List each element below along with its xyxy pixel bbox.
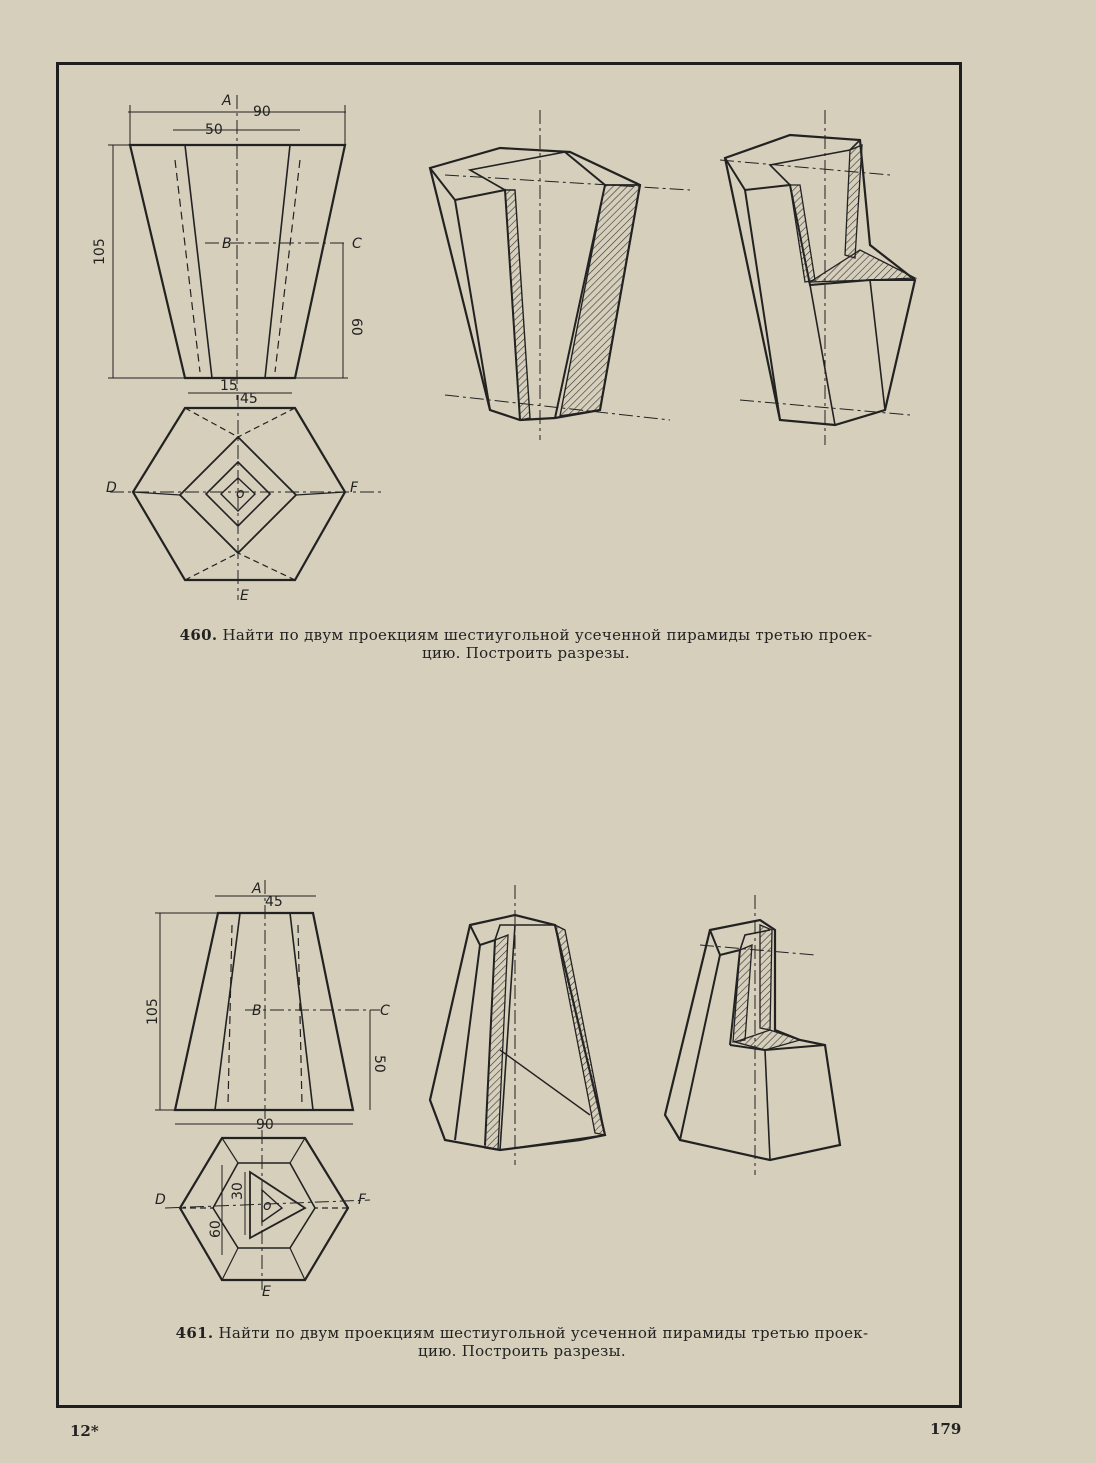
dim-bottom-width: 90 [256, 1117, 274, 1133]
dim-height: 105 [145, 998, 161, 1025]
label-a: A [222, 93, 232, 109]
label-c: C [352, 236, 362, 252]
label-b: B [222, 236, 232, 252]
p461-section-b [665, 895, 840, 1175]
caption-line1: Найти по двум проекциям шестиугольной усеченной пирамиды третью проек- [218, 1324, 869, 1342]
dim-top-width: 90 [253, 104, 271, 120]
dim-height: 105 [92, 238, 108, 265]
dim-bottom-inner: 15 [220, 378, 238, 394]
problem-number: 460. [179, 626, 218, 644]
p460-top-view [110, 395, 385, 600]
dim-top-width: 45 [265, 894, 283, 910]
page-number: 179 [930, 1420, 962, 1438]
caption-line2: цию. Построить разрезы. [422, 644, 630, 662]
label-c: C [380, 1003, 390, 1019]
p461-section-a [430, 885, 605, 1165]
label-o: o [236, 486, 245, 502]
p461-front-view [155, 880, 380, 1125]
dim-bottom-width: 45 [240, 391, 258, 407]
caption-460 [146, 626, 906, 662]
caption-461 [132, 1324, 912, 1360]
dim-cut-height: 50 [371, 1055, 387, 1073]
dim-tri-b: 60 [208, 1220, 224, 1238]
dim-inner-width: 50 [205, 122, 223, 138]
caption-line2: цию. Построить разрезы. [418, 1342, 626, 1360]
p460-section-b [720, 110, 915, 445]
dim-tri-a: 30 [230, 1182, 246, 1200]
p460-section-a [430, 110, 690, 440]
problem-number: 461. [175, 1324, 214, 1342]
signature-mark: 12* [70, 1422, 99, 1440]
label-b: B [252, 1003, 262, 1019]
label-f: F [358, 1192, 367, 1208]
label-f: F [350, 480, 359, 496]
caption-line1: Найти по двум проекциям шестиугольной усеченной пирамиды третью проек- [222, 626, 873, 644]
p460-annotations [92, 93, 364, 604]
p461-annotations [145, 881, 390, 1300]
label-o: o [263, 1198, 272, 1214]
label-d: D [106, 480, 117, 496]
label-d: D [155, 1192, 166, 1208]
label-e: E [262, 1284, 271, 1300]
label-a: A [252, 881, 262, 897]
dim-cut-height: 60 [348, 318, 364, 336]
label-e: E [240, 588, 249, 604]
